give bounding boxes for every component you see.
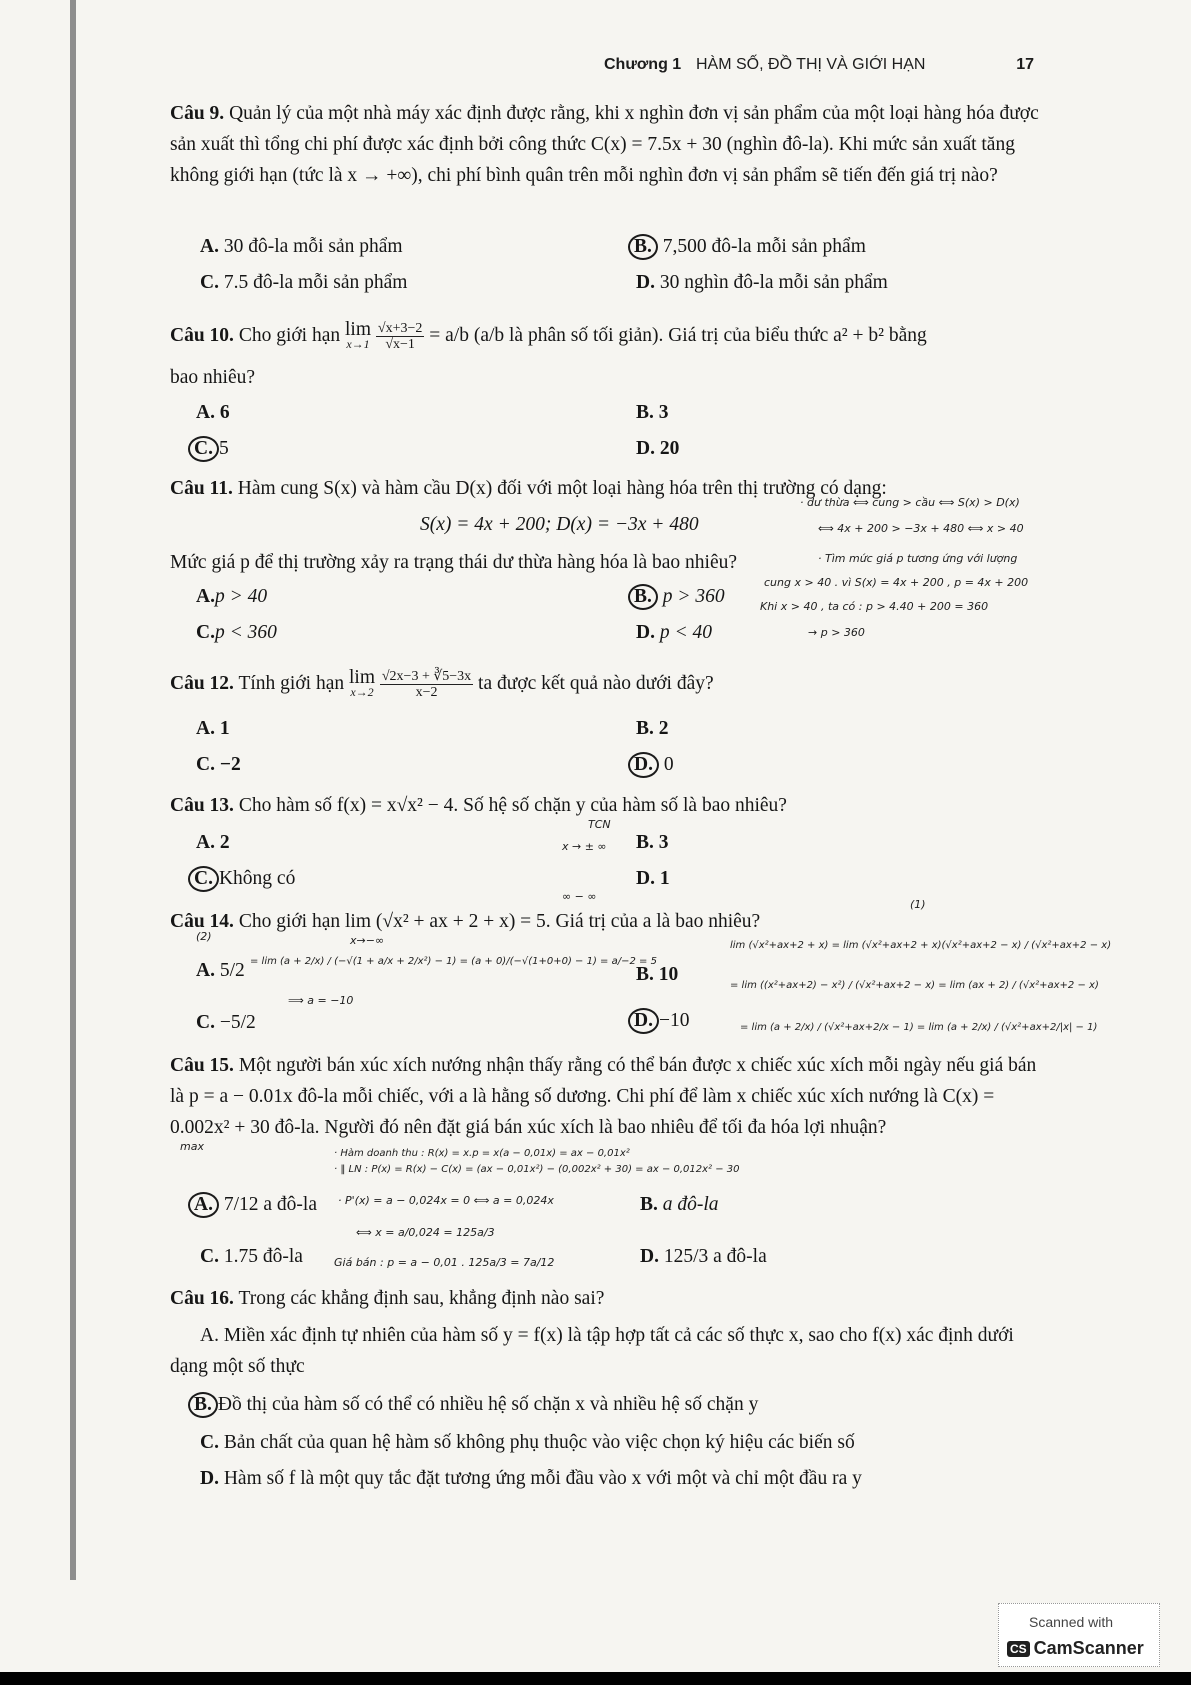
- question-9: Câu 9. Quản lý của một nhà máy xác định được rằng, khi x nghìn đơn vị sản phẩm của một loại hàng hóa được sản xuất thì tổng chi phí được xác định bởi công thức C(x) = 7.5x + 30 (nghìn đô-la). Khi mức sản xuất tăng không giới hạn (tức là x → +∞), chi phí bình quân trên mỗi nghìn đơn vị sản phẩm sẽ tiến đến giá trị nào?: [170, 103, 1039, 186]
- q14-option-b: B. 10: [636, 964, 679, 985]
- q9-option-b: B. 7,500 đô-la mỗi sản phẩm: [636, 234, 866, 260]
- scan-binding-edge: [70, 0, 76, 1580]
- page-number: 17: [1016, 56, 1034, 73]
- answer-circle: A.: [188, 1192, 219, 1218]
- page-header: [604, 56, 1034, 80]
- q11-option-a: A.p > 40: [196, 586, 268, 607]
- q11-option-c: C.p < 360: [196, 622, 277, 643]
- q10-option-a: A. 6: [196, 402, 230, 423]
- handwritten-note: · Hàm doanh thu : R(x) = x.p = x(a − 0,01x) = ax − 0,01x²: [334, 1148, 630, 1159]
- q16-option-b: B. Đồ thị của hàm số có thể có nhiều hệ số chặn x và nhiều hệ số chặn y: [196, 1392, 758, 1418]
- answer-circle: C.: [188, 436, 219, 462]
- limit-symbol: lim x→2: [348, 666, 375, 699]
- handwritten-note: (2): [196, 930, 212, 943]
- q12-option-b: B. 2: [636, 718, 669, 739]
- handwritten-note: ⟺ 4x + 200 > −3x + 480 ⟺ x > 40: [818, 522, 1024, 535]
- handwritten-note: · ‖ LN : P(x) = R(x) − C(x) = (ax − 0,01x²) − (0,002x² + 30) = ax − 0,012x² − 30: [334, 1164, 740, 1175]
- q16-option-a: A. Miền xác định tự nhiên của hàm số y = f(x) là tập hợp tất cả các số thực x, sao cho f(x) xác định dưới dạng một số thực: [170, 1325, 1014, 1377]
- handwritten-note: = lim (a + 2/x) / (−√(1 + a/x + 2/x²) − 1) = (a + 0)/(−√(1+0+0) − 1) = a/−2 = 5: [250, 956, 657, 967]
- handwritten-note: = lim ((x²+ax+2) − x²) / (√x²+ax+2 − x) = lim (ax + 2) / (√x²+ax+2 − x): [730, 980, 1099, 991]
- handwritten-note: Giá bán : p = a − 0,01 . 125a/3 = 7a/12: [334, 1256, 555, 1269]
- question-13: Câu 13. Cho hàm số f(x) = x√x² − 4. Số hệ số chặn y của hàm số là bao nhiêu?: [170, 795, 787, 816]
- answer-circle: B.: [628, 234, 658, 260]
- handwritten-note: x→−∞: [350, 934, 385, 947]
- handwritten-note: ⟺ x = a/0,024 = 125a/3: [356, 1226, 495, 1239]
- q14-option-d: D. −10: [636, 1008, 689, 1034]
- handwritten-note: · P'(x) = a − 0,024x = 0 ⟺ a = 0,024x: [338, 1194, 554, 1207]
- question-15: Câu 15. Một người bán xúc xích nướng nhận thấy rằng có thể bán được x chiếc xúc xích mỗi ngày nếu giá bán là p = a − 0.01x đô-la mỗi chiếc, với a là hằng số dương. Chi phí để làm x chiếc xúc xích nướng là C(x) = 0.002x² + 30 đô-la. Người đó nên đặt giá bán xúc xích là bao nhiêu để tối đa hóa lợi nhuận?: [170, 1055, 1037, 1138]
- question-10-tail: bao nhiêu?: [170, 367, 256, 388]
- answer-circle: D.: [628, 752, 659, 778]
- q15-option-d: D. 125/3 a đô-la: [640, 1246, 767, 1267]
- handwritten-note: ⟹ a = −10: [288, 994, 354, 1007]
- question-14: Câu 14. Cho giới hạn lim (√x² + ax + 2 + x) = 5. Giá trị của a là bao nhiêu?: [170, 911, 761, 932]
- q11-option-d: D. p < 40: [636, 622, 713, 643]
- q12-option-d: D. 0: [636, 752, 674, 778]
- q10-option-c: C. 5: [196, 436, 229, 462]
- handwritten-note: lim (√x²+ax+2 + x) = lim (√x²+ax+2 + x)(√x²+ax+2 − x) / (√x²+ax+2 − x): [730, 940, 1112, 951]
- limit-fraction: $\frac{√x+3-2}{√x-1}$: [377, 321, 423, 353]
- q16-option-d: D. Hàm số f là một quy tắc đặt tương ứng mỗi đầu vào x với một và chỉ một đầu ra y: [200, 1468, 862, 1489]
- q9-option-c: C. 7.5 đô-la mỗi sản phẩm: [200, 272, 408, 293]
- question-11-text2: Mức giá p để thị trường xảy ra trạng thái dư thừa hàng hóa là bao nhiêu?: [170, 552, 738, 573]
- q16-option-c: C. Bản chất của quan hệ hàm số không phụ thuộc vào việc chọn ký hiệu các biến số: [200, 1432, 855, 1453]
- chapter-label: Chương 1: [604, 56, 682, 73]
- camscanner-logo-icon: CS: [1007, 1641, 1030, 1657]
- q9-option-a: A. 30 đô-la mỗi sản phẩm: [200, 236, 403, 257]
- handwritten-note: · Tìm mức giá p tương ứng với lượng: [818, 552, 1018, 565]
- handwritten-note: = lim (a + 2/x) / (√x²+ax+2/x − 1) = lim (a + 2/x) / (√x²+ax+2/|x| − 1): [740, 1022, 1098, 1033]
- handwritten-note: (1): [910, 898, 926, 911]
- q11-formula: S(x) = 4x + 200; D(x) = −3x + 480: [420, 514, 699, 535]
- answer-circle: B.: [188, 1392, 218, 1418]
- answer-circle: B.: [628, 584, 658, 610]
- answer-circle: C.: [188, 866, 219, 892]
- limit-symbol: lim x→1: [345, 318, 372, 351]
- scan-bottom-bar: [0, 1672, 1191, 1685]
- q15-option-c: C. 1.75 đô-la: [200, 1246, 303, 1267]
- handwritten-note: · dư thừa ⟺ cung > cầu ⟺ S(x) > D(x): [800, 496, 1020, 509]
- q12-option-a: A. 1: [196, 718, 230, 739]
- q13-option-b: B. 3: [636, 832, 669, 853]
- q14-option-c: C. −5/2: [196, 1012, 256, 1033]
- camscanner-watermark: Scanned with CS CamScanner: [998, 1603, 1160, 1667]
- q14-option-a: A. 5/2: [196, 960, 245, 981]
- handwritten-note: TCN: [588, 818, 611, 831]
- q10-option-b: B. 3: [636, 402, 669, 423]
- q13-option-d: D. 1: [636, 868, 670, 889]
- handwritten-note: Khi x > 40 , ta có : p > 4.40 + 200 = 360: [760, 600, 989, 613]
- question-16: Câu 16. Trong các khẳng định sau, khẳng định nào sai?: [170, 1288, 605, 1309]
- handwritten-note: x → ± ∞: [562, 840, 607, 853]
- limit-fraction: $\frac{√2x-3 + ∛5-3x}{x-2}$: [381, 669, 472, 701]
- q13-option-a: A. 2: [196, 832, 230, 853]
- question-12: Câu 12. Tính giới hạn lim x→2 $\frac{√2x-3 + ∛5-3x}{x-2}$ ta được kết quả nào dưới đây?: [170, 666, 714, 701]
- q15-option-a: A. 7/12 a đô-la: [196, 1192, 317, 1218]
- question-9-text: Quản lý của một nhà máy xác định được rằng, khi x nghìn đơn vị sản phẩm của một loại hàng hóa được sản xuất thì tổng chi phí được xác định bởi công thức C(x) = 7.5x + 30 (nghìn đô-la). Khi mức sản xuất tăng không giới hạn (tức là x → +∞), chi phí bình quân trên mỗi nghìn đơn vị sản phẩm sẽ tiến đến giá trị nào?: [170, 103, 1039, 186]
- q12-option-c: C. −2: [196, 754, 241, 775]
- q9-option-d: D. 30 nghìn đô-la mỗi sản phẩm: [636, 272, 888, 293]
- question-11: Câu 11. Hàm cung S(x) và hàm cầu D(x) đối với một loại hàng hóa trên thị trường có dạng:: [170, 478, 887, 499]
- question-10: Câu 10. Cho giới hạn lim x→1 $\frac{√x+3-2}{√x-1}$ = a/b (a/b là phân số tối giản). Giá trị của biểu thức a² + b² bằng: [170, 318, 927, 353]
- handwritten-note: cung x > 40 . vì S(x) = 4x + 200 , p = 4x + 200: [764, 576, 1029, 589]
- q15-option-b: B. a đô-la: [640, 1194, 719, 1215]
- q10-option-d: D. 20: [636, 438, 680, 459]
- handwritten-note: max: [180, 1140, 204, 1153]
- q11-option-b: B. p > 360: [636, 584, 725, 610]
- answer-circle: D.: [628, 1008, 659, 1034]
- handwritten-note: ∞ − ∞: [562, 890, 597, 903]
- handwritten-note: → p > 360: [808, 626, 865, 639]
- chapter-title: HÀM SỐ, ĐỒ THỊ VÀ GIỚI HẠN: [696, 56, 926, 73]
- q13-option-c: C. Không có: [196, 866, 295, 892]
